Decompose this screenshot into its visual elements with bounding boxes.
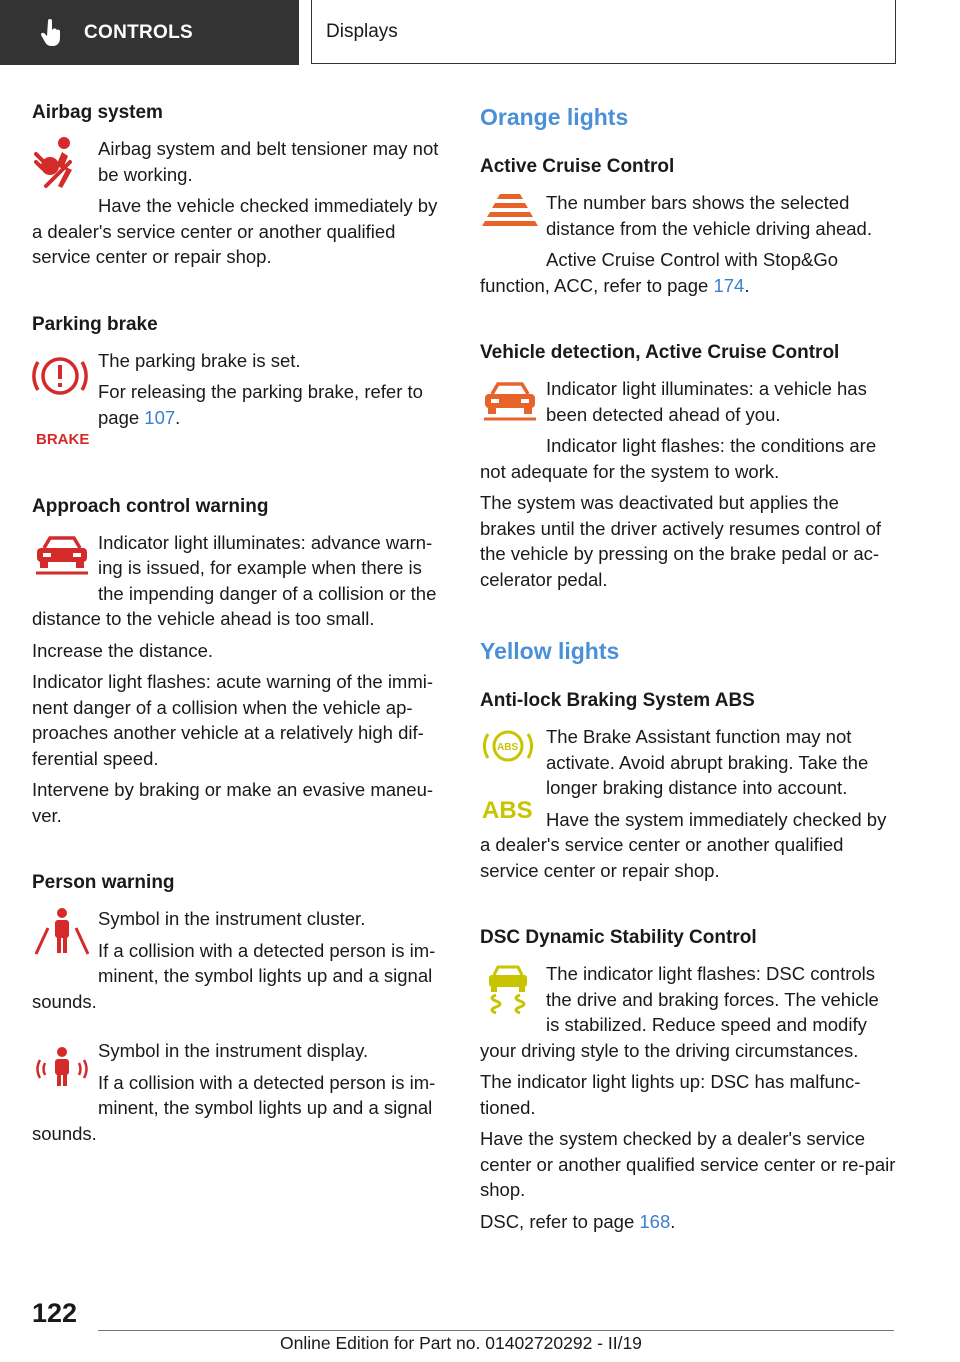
approach-warning-icon <box>32 530 98 590</box>
footer-divider <box>98 1330 894 1331</box>
abs-icon-inner-label: ABS <box>497 742 519 753</box>
entry-text: Symbol in the instrument cluster. <box>98 908 366 929</box>
entry-approach-warning <box>32 494 446 835</box>
entry-text: The system was deactivated but applies the brakes until the driver actively resumes control of the vehicle by pressing on the brake pedal or ac‐celerator pedal. <box>480 492 882 590</box>
airbag-icon <box>32 136 98 196</box>
entry-text: The Brake Assistant function may not activate. Avoid abrupt braking. Take the longer braking distance into account. <box>546 726 869 798</box>
entry-acc <box>480 154 896 304</box>
entry-title: DSC Dynamic Stability Control <box>480 927 757 948</box>
entry-dsc <box>480 925 896 1240</box>
entry-text: Indicator light flashes: acute warning of the immi‐nent danger of a collision when the vehicle ap‐proaches another vehicle at a relatively high dif‐ferential speed. <box>32 671 434 769</box>
hand-pointer-icon <box>40 19 64 47</box>
abs-icon-label: ABS <box>482 797 533 824</box>
entry-text: Indicator light illuminates: a vehicle has been detected ahead of you. <box>546 378 867 425</box>
entry-vehicle-detection <box>480 340 896 598</box>
entry-text: Indicator light flashes: the conditions are not adequate for the system to work. <box>480 435 877 482</box>
page-link-168[interactable]: 168 <box>639 1210 671 1232</box>
entry-title: Airbag system <box>32 102 163 123</box>
text-fragment: For releasing the parking brake, refer to page <box>98 381 423 428</box>
text-fragment: . <box>670 1210 676 1232</box>
entry-text: Airbag system and belt tensioner may not be working. <box>98 138 439 185</box>
text-fragment: Active Cruise Control with Stop&Go function, ACC, refer to page <box>480 249 839 296</box>
entry-text: If a collision with a detected person is im‐minent, the symbol lights up and a signal sounds. <box>32 1071 436 1144</box>
page-link-107[interactable]: 107 <box>144 406 176 428</box>
entry-text: The indicator light flashes: DSC controls the drive and braking forces. The vehicle is stabilized. Reduce speed and modify your driving style to the driving circumstances. <box>480 963 879 1061</box>
entry-airbag <box>32 100 446 276</box>
header-section-tab <box>0 0 299 65</box>
text-fragment: . <box>744 274 750 296</box>
entry-text: Increase the distance. <box>32 639 213 661</box>
entry-title: Active Cruise Control <box>480 156 675 177</box>
right-column <box>480 100 896 1276</box>
entry-text: Have the system checked by a dealer's service center or another qualified service center or re‐pair shop. <box>480 1128 896 1200</box>
entry-person-warning <box>32 870 446 1152</box>
entry-abs <box>480 688 896 889</box>
entry-parking-brake <box>32 312 446 458</box>
text-fragment: DSC, refer to page <box>480 1210 640 1232</box>
page-number: 122 <box>32 1298 78 1328</box>
entry-text: If a collision with a detected person is im‐minent, the symbol lights up and a signal sounds. <box>32 939 436 1012</box>
left-column <box>32 100 446 1188</box>
brake-icon-label: BRAKE <box>36 430 90 448</box>
person-warning-icon <box>32 906 98 966</box>
text-fragment: . <box>175 406 181 428</box>
header-section-label: CONTROLS <box>84 21 194 43</box>
entry-text: Symbol in the instrument display. <box>98 1040 369 1061</box>
vehicle-detection-icon <box>480 376 546 436</box>
person-warning-display-icon <box>32 1038 98 1098</box>
acc-distance-icon <box>480 190 546 250</box>
entry-title: Vehicle detection, Active Cruise Control <box>480 342 840 363</box>
entry-title: Parking brake <box>32 313 158 335</box>
entry-text: The number bars shows the selected distance from the vehicle driving ahead. <box>546 192 872 239</box>
section-title-yellow: Yellow lights <box>480 638 620 664</box>
parking-brake-icon <box>32 348 98 458</box>
entry-text: The parking brake is set. <box>98 349 301 371</box>
abs-icon <box>480 724 546 824</box>
entry-text <box>480 1209 896 1235</box>
dsc-icon <box>480 961 546 1021</box>
entry-text: Have the vehicle checked immediately by a dealer's service center or another qualified service center or repair shop. <box>32 195 438 267</box>
entry-text: Indicator light illuminates: advance warn‐ing is issued, for example when there is the impending danger of a collision or the distance to the vehicle ahead is too small. <box>32 531 437 629</box>
entry-text: Intervene by braking or make an evasive maneu‐ver. <box>32 779 434 826</box>
header-chapter-label: Displays <box>326 20 398 42</box>
entry-title: Person warning <box>32 872 175 893</box>
entry-text <box>480 247 896 298</box>
entry-text: The indicator light lights up: DSC has malfunc‐tioned. <box>480 1071 861 1118</box>
entry-title: Anti-lock Braking System ABS <box>480 690 755 711</box>
entry-title: Approach control warning <box>32 495 269 517</box>
entry-text: Have the system immediately checked by a dealer's service center or another qualified service center or repair shop. <box>480 808 887 881</box>
page-link-174[interactable]: 174 <box>713 274 745 296</box>
footer-edition: Online Edition for Part no. 01402720292 - II/19 <box>280 1333 642 1353</box>
section-title-orange: Orange lights <box>480 104 629 130</box>
header-chapter <box>311 0 896 64</box>
